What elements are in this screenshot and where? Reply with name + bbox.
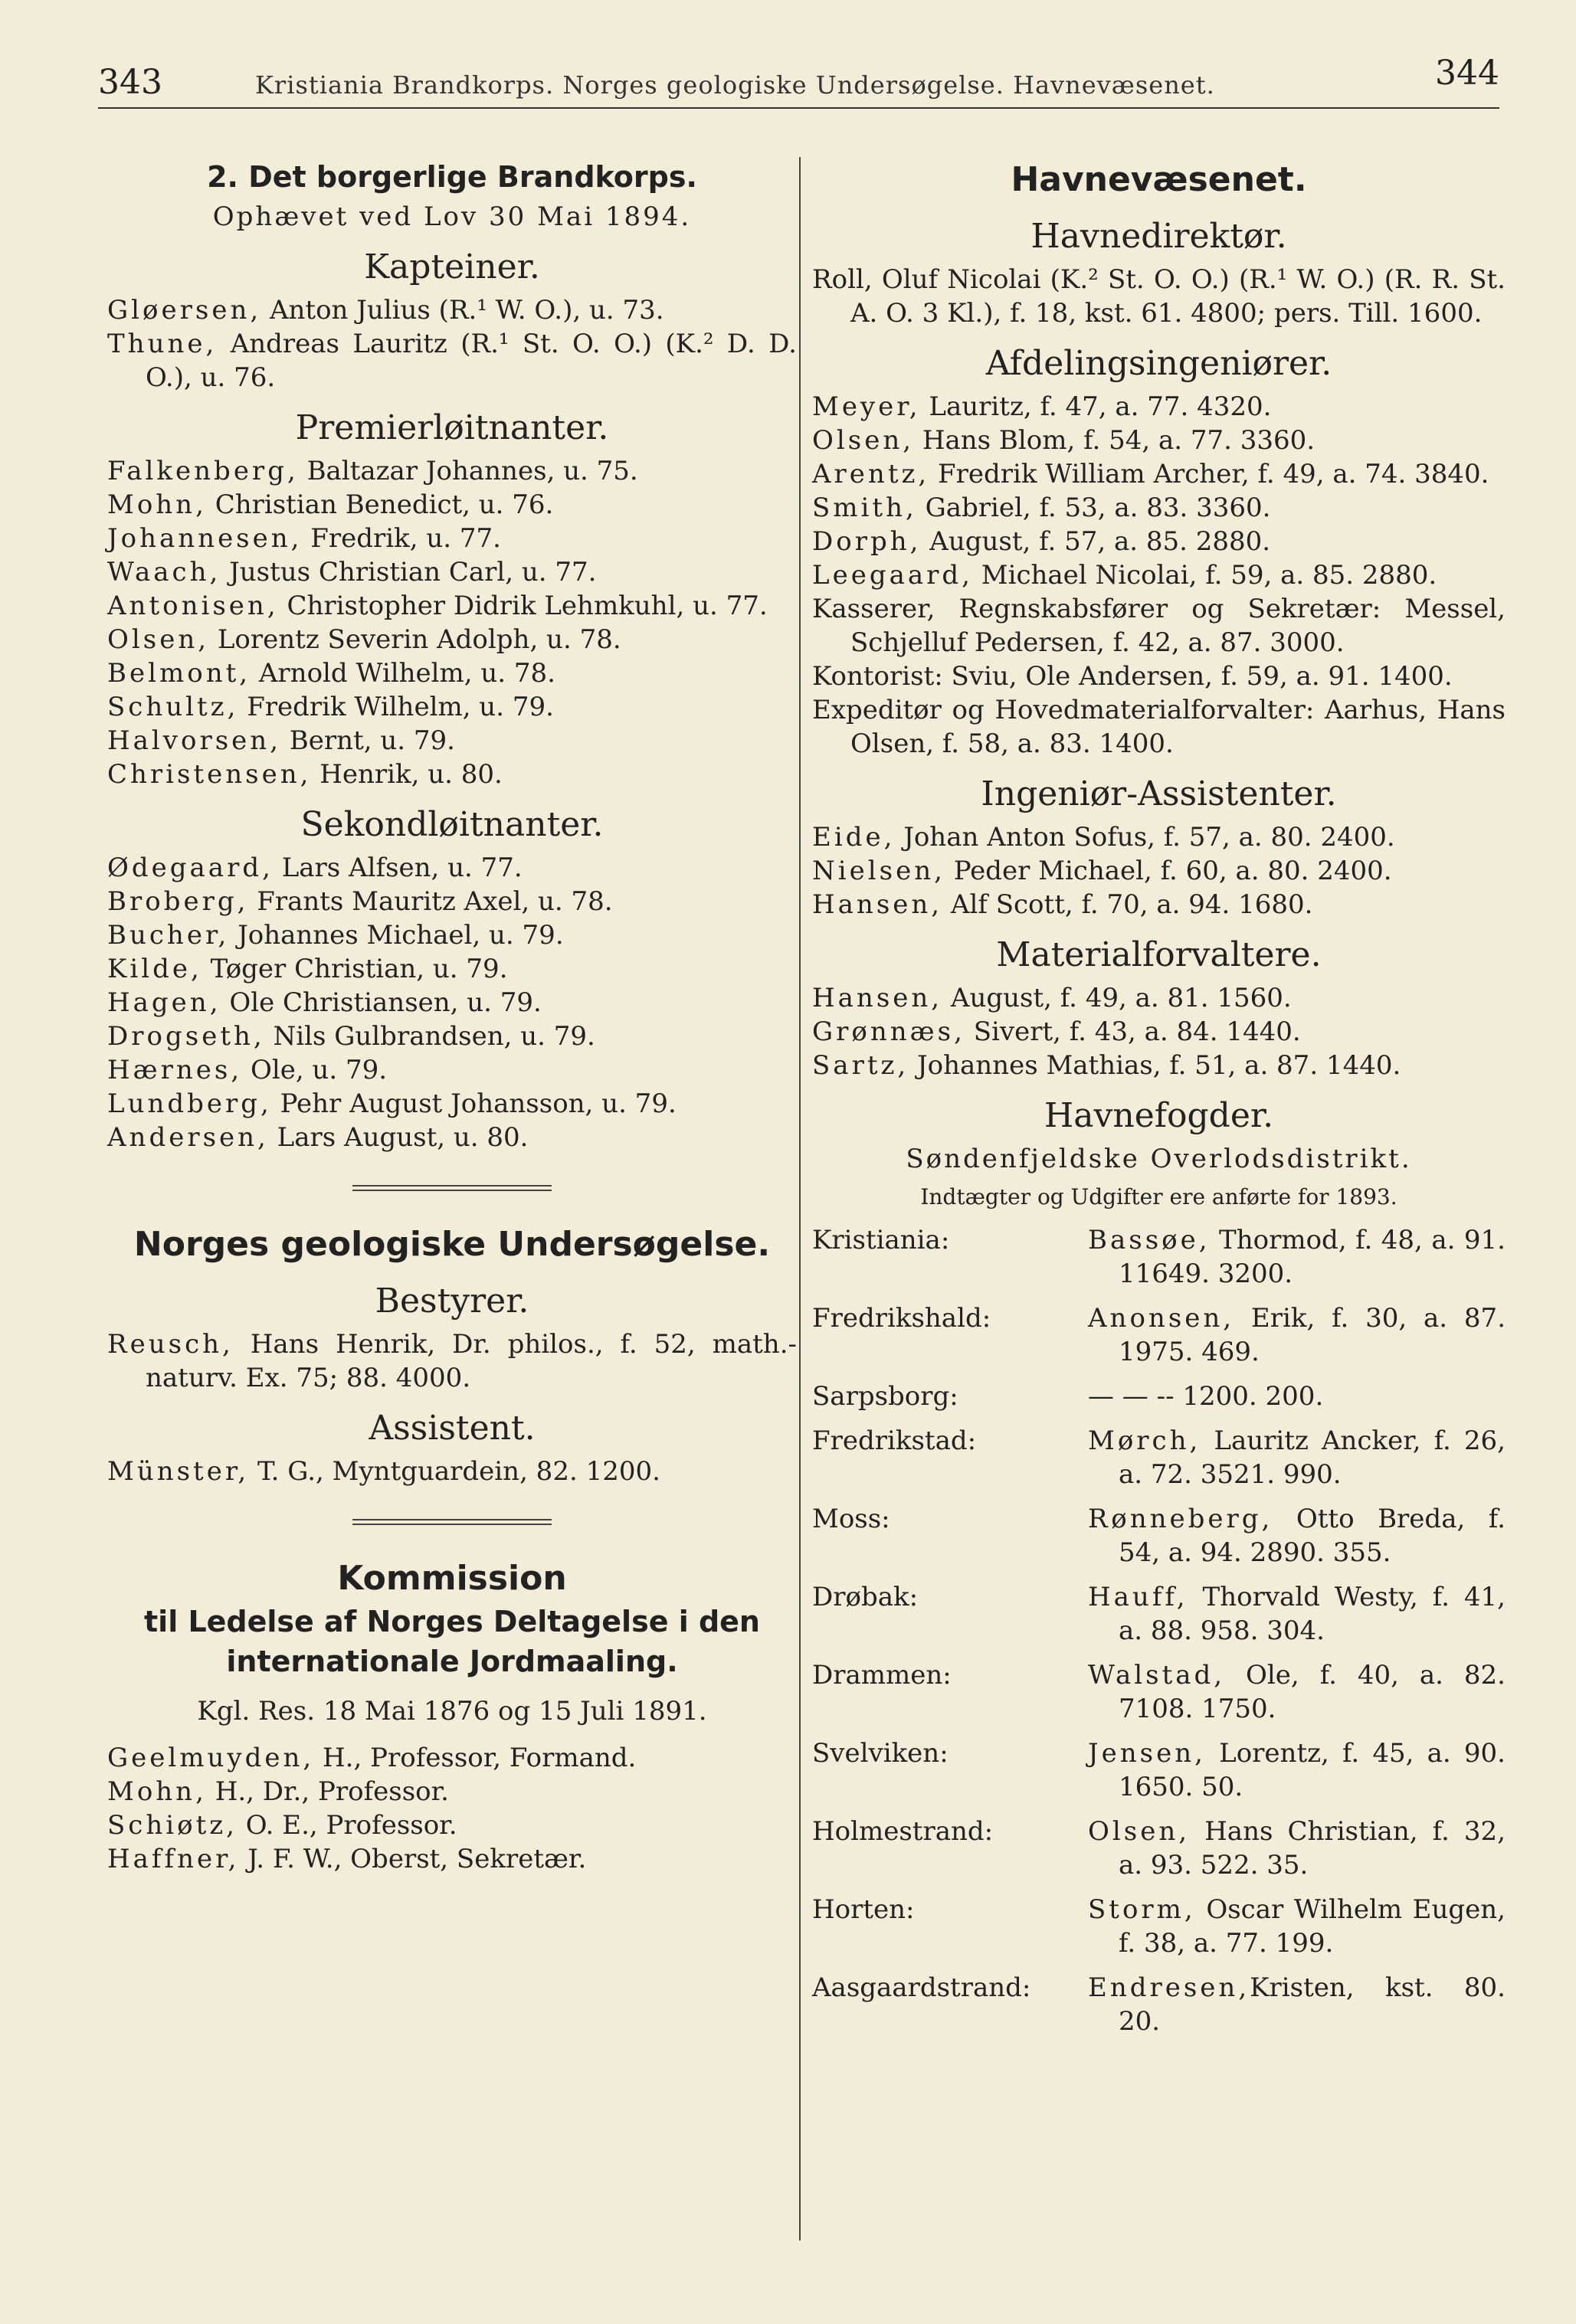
list-entry	[107, 690, 797, 724]
person-surname: Olsen,	[812, 425, 915, 456]
list-entry	[812, 491, 1506, 525]
kommission-subtitle: til Ledelse af Norges Deltagelse i den internationale Jordmaaling.	[144, 1605, 760, 1678]
list-entry	[107, 851, 797, 885]
list-entry	[812, 390, 1506, 424]
row-gap	[812, 1413, 1506, 1424]
person-surname: Sartz,	[812, 1050, 909, 1081]
entry-details: Johannes Mathias, f. 51, a. 87. 1440.	[909, 1050, 1401, 1081]
person-surname: Christensen,	[107, 759, 312, 790]
entry-details: Michael Nicolai, f. 59, a. 85. 2880.	[972, 560, 1437, 591]
row-gap	[812, 1882, 1506, 1893]
entry-details: Hans Blom, f. 54, a. 77. 3360.	[914, 425, 1316, 456]
harbor-place: Svelviken:	[812, 1738, 949, 1769]
entry-details: Peder Michael, f. 60, a. 80. 2400.	[945, 856, 1392, 886]
harbor-row	[812, 1971, 1506, 2038]
harbor-master	[1088, 1971, 1506, 2038]
district-name: Søndenfjeldske Overlodsdistrikt.	[906, 1144, 1412, 1174]
entry-details: Thorvald Westy, f. 41, a. 88. 958. 304.	[1119, 1582, 1506, 1646]
entry-details: Oscar Wilhelm Eugen, f. 38, a. 77. 199.	[1119, 1894, 1506, 1959]
row-gap	[812, 1648, 1506, 1658]
harbor-master	[1088, 1580, 1506, 1648]
harbor-row	[812, 1424, 1506, 1491]
row-gap	[812, 1291, 1506, 1301]
person-surname: Falkenberg,	[107, 456, 299, 486]
person-surname: Eide,	[812, 822, 896, 853]
left-page-number: 343	[98, 63, 162, 102]
entry-details: Fredrik William Archer, f. 49, a. 74. 3840.	[929, 459, 1489, 489]
harbor-place: Drøbak:	[812, 1582, 919, 1612]
harbor-master	[1088, 1223, 1506, 1291]
entry-details: Lars August, u. 80.	[268, 1122, 529, 1153]
entry-details: Bernt, u. 79.	[281, 725, 455, 756]
entry-details: Christopher Didrik Lehmkuhl, u. 77.	[278, 591, 768, 621]
harbor-place: Aasgaardstrand:	[812, 1972, 1031, 2003]
person-surname: Rønneberg,	[1088, 1504, 1273, 1534]
person-surname: Bucher,	[107, 920, 230, 951]
entry-details: Christian Benedict, u. 76.	[206, 489, 554, 520]
list-entry	[107, 589, 797, 623]
list-entry	[107, 1842, 797, 1876]
harbor-master	[1088, 1893, 1506, 1960]
person-surname: Dorph,	[812, 526, 922, 557]
list-entry	[107, 952, 797, 986]
kommission-resolution: Kgl. Res. 18 Mai 1876 og 15 Juli 1891.	[197, 1696, 707, 1727]
right-column	[812, 157, 1506, 2049]
kommission-section	[107, 1556, 797, 1876]
entry-details: Ole, f. 40, a. 82. 7108. 1750.	[1119, 1660, 1506, 1724]
harbor-master	[1088, 1502, 1506, 1570]
list-entry	[107, 293, 797, 327]
list-entry	[812, 592, 1506, 660]
entry-details: Fredrik Wilhelm, u. 79.	[238, 692, 554, 722]
brandkorps-section	[107, 157, 797, 1154]
entry-details: Roll, Oluf Nicolai (K.² St. O. O.) (R.¹ W. O.) (R. R. St. A. O. 3 Kl.), f. 18, kst. 61. 4800; pers. Till. 1600.	[812, 264, 1506, 329]
person-surname: Antonisen,	[107, 591, 279, 621]
person-surname: Nielsen,	[812, 856, 945, 886]
category-heading: Sekondløitnanter.	[300, 805, 604, 844]
entry-details: T. G., Myntguardein, 82. 1200.	[249, 1456, 660, 1487]
person-surname: Smith,	[812, 493, 917, 523]
person-surname: Waach,	[107, 557, 221, 588]
row-gap	[812, 1369, 1506, 1380]
kommission-title: Kommission	[337, 1559, 567, 1598]
person-surname: Mohn,	[107, 489, 207, 520]
list-entry	[107, 656, 797, 690]
person-surname: Meyer,	[812, 391, 921, 422]
list-entry	[812, 1049, 1506, 1082]
list-entry	[107, 1455, 797, 1488]
entry-details: Gabriel, f. 53, a. 83. 3360.	[916, 493, 1271, 523]
list-entry	[107, 986, 797, 1020]
entry-details: Expeditør og Hovedmaterialforvalter: Aarhus, Hans Olsen, f. 58, a. 83. 1400.	[812, 695, 1506, 759]
entry-details: Arnold Wilhelm, u. 78.	[251, 658, 555, 689]
list-entry	[107, 758, 797, 791]
entry-details: Lauritz, f. 47, a. 77. 4320.	[920, 391, 1272, 422]
kommission-members	[107, 1741, 797, 1876]
right-page-number: 344	[1435, 54, 1499, 93]
list-entry	[812, 981, 1506, 1015]
list-entry	[107, 454, 797, 488]
person-surname: Lundberg,	[107, 1088, 272, 1119]
person-surname: Kilde,	[107, 954, 202, 984]
person-surname: Olsen,	[1088, 1816, 1191, 1847]
list-entry	[812, 854, 1506, 888]
entry-details: Justus Christian Carl, u. 77.	[221, 557, 597, 588]
havnefogder-section	[812, 1093, 1506, 2049]
category-heading: Ingeniør-Assistenter.	[981, 774, 1337, 813]
entry-details: Sivert, f. 43, a. 84. 1440.	[965, 1016, 1301, 1047]
list-entry	[812, 424, 1506, 457]
entry-details: — — -- 1200. 200.	[1088, 1381, 1324, 1412]
list-entry	[107, 885, 797, 918]
list-entry	[812, 693, 1506, 761]
person-surname: Grønnæs,	[812, 1016, 965, 1047]
harbor-row	[812, 1301, 1506, 1369]
entry-details: Lauritz Ancker, f. 26, a. 72. 3521. 990.	[1119, 1425, 1506, 1490]
list-entry	[107, 555, 797, 589]
entry-details: O. E., Professor.	[237, 1810, 457, 1841]
entry-details: Anton Julius (R.¹ W. O.), u. 73.	[261, 295, 664, 326]
havnefogder-heading: Havnefogder.	[1044, 1096, 1274, 1135]
person-surname: Thune,	[107, 329, 218, 359]
person-surname: Andersen,	[107, 1122, 269, 1153]
entry-details: Kasserer, Regnskabsfører og Sekretær: Messel, Schjelluf Pedersen, f. 42, a. 87. 3000.	[812, 594, 1506, 658]
entry-details: Kontorist: Sviu, Ole Andersen, f. 59, a. 91. 1400.	[812, 661, 1453, 692]
person-surname: Mørch,	[1088, 1425, 1201, 1456]
entry-details: Lars Alfsen, u. 77.	[273, 853, 523, 883]
harbor-row	[812, 1580, 1506, 1648]
harbor-place: Sarpsborg:	[812, 1381, 958, 1412]
list-entry	[107, 327, 797, 394]
list-entry	[812, 525, 1506, 558]
harbor-place: Kristiania:	[812, 1225, 950, 1255]
harbor-master	[1088, 1380, 1506, 1413]
harbor-place: Horten:	[812, 1894, 915, 1925]
person-surname: Hansen,	[812, 983, 943, 1013]
entry-details: Lorentz, f. 45, a. 90. 1650. 50.	[1119, 1738, 1506, 1802]
entry-details: Thormod, f. 48, a. 91. 11649. 3200.	[1119, 1225, 1506, 1289]
entry-details: H., Professor, Formand.	[314, 1743, 637, 1773]
person-surname: Hauff,	[1088, 1582, 1188, 1612]
category-heading: Materialforvaltere.	[996, 935, 1322, 974]
entry-details: Hans Henrik, Dr. philos., f. 52, math.-naturv. Ex. 75; 88. 4000.	[146, 1329, 797, 1393]
havnevaesenet-lists	[812, 214, 1506, 1082]
entry-details: J. F. W., Oberst, Sekretær.	[239, 1844, 587, 1874]
category-heading: Afdelingsingeniører.	[985, 344, 1332, 383]
left-column	[107, 157, 797, 1876]
harbor-master	[1088, 1736, 1506, 1804]
person-surname: Haffner,	[107, 1844, 240, 1874]
harbor-place: Drammen:	[812, 1660, 952, 1691]
entry-details: August, f. 57, a. 85. 2880.	[921, 526, 1271, 557]
harbor-row	[812, 1502, 1506, 1570]
person-surname: Mohn,	[107, 1776, 207, 1807]
person-surname: Reusch,	[107, 1329, 234, 1360]
person-surname: Leegaard,	[812, 560, 973, 591]
section-rule	[352, 1185, 552, 1191]
section-rule	[352, 1519, 552, 1525]
harbor-masters-list	[812, 1223, 1506, 2049]
person-surname: Arentz,	[812, 459, 930, 489]
person-surname: Hansen,	[812, 889, 943, 920]
brandkorps-subtitle: Ophævet ved Lov 30 Mai 1894.	[212, 201, 692, 232]
category-heading: Havnedirektør.	[1030, 217, 1287, 256]
list-entry	[812, 820, 1506, 854]
accounts-note: Indtægter og Udgifter ere anførte for 1893.	[920, 1184, 1397, 1209]
entry-details: Kristen, kst. 80. 20.	[1119, 1972, 1506, 2037]
person-surname: Belmont,	[107, 658, 251, 689]
harbor-master	[1088, 1658, 1506, 1726]
list-entry	[812, 888, 1506, 921]
entry-details: Fredrik, u. 77.	[302, 523, 501, 554]
person-surname: Walstad,	[1088, 1660, 1226, 1691]
entry-details: Nils Gulbrandsen, u. 79.	[264, 1021, 595, 1052]
brandkorps-lists	[107, 244, 797, 1154]
list-entry	[812, 1015, 1506, 1049]
category-heading: Kapteiner.	[364, 247, 540, 286]
entry-details: Hans Christian, f. 32, a. 93. 522. 35.	[1119, 1816, 1506, 1880]
list-entry	[107, 918, 797, 952]
entry-details: Otto Breda, f. 54, a. 94. 2890. 355.	[1119, 1504, 1506, 1568]
list-entry	[107, 724, 797, 758]
entry-details: Johan Anton Sofus, f. 57, a. 80. 2400.	[895, 822, 1395, 853]
person-surname: Olsen,	[107, 624, 210, 655]
list-entry	[107, 1020, 797, 1053]
list-entry	[107, 1053, 797, 1087]
entry-details: Lorentz Severin Adolph, u. 78.	[209, 624, 621, 655]
person-surname: Schultz,	[107, 692, 239, 722]
entry-details: Henrik, u. 80.	[311, 759, 503, 790]
row-gap	[812, 1804, 1506, 1815]
entry-details: Johannes Michael, u. 79.	[229, 920, 564, 951]
person-surname: Gløersen,	[107, 295, 262, 326]
geologisk-title: Norges geologiske Undersøgelse.	[133, 1225, 771, 1264]
entry-details: H., Dr., Professor.	[206, 1776, 449, 1807]
brandkorps-title: 2. Det borgerlige Brandkorps.	[207, 160, 697, 194]
person-surname: Hærnes,	[107, 1055, 243, 1085]
harbor-place: Moss:	[812, 1504, 890, 1534]
list-entry	[107, 488, 797, 522]
person-surname: Endresen,	[1088, 1972, 1250, 2003]
harbor-master	[1088, 1301, 1506, 1369]
row-gap	[812, 1570, 1506, 1580]
list-entry	[107, 1327, 797, 1395]
entry-details: Baltazar Johannes, u. 75.	[298, 456, 638, 486]
row-gap	[812, 2038, 1506, 2049]
row-gap	[812, 1491, 1506, 1502]
entry-details: Ole, u. 79.	[242, 1055, 388, 1085]
person-surname: Bassøe,	[1088, 1225, 1211, 1255]
person-surname: Broberg,	[107, 886, 249, 917]
person-surname: Jensen,	[1088, 1738, 1206, 1769]
person-surname: Ødegaard,	[107, 853, 274, 883]
harbor-row	[812, 1736, 1506, 1804]
harbor-master	[1088, 1815, 1506, 1882]
entry-details: Alf Scott, f. 70, a. 94. 1680.	[942, 889, 1313, 920]
person-surname: Johannesen,	[107, 523, 303, 554]
category-heading: Bestyrer.	[375, 1281, 529, 1321]
person-surname: Hagen,	[107, 987, 221, 1018]
list-entry	[107, 1741, 797, 1775]
entry-details: August, f. 49, a. 81. 1560.	[942, 983, 1292, 1013]
list-entry	[812, 558, 1506, 592]
harbor-row	[812, 1658, 1506, 1726]
list-entry	[812, 660, 1506, 693]
list-entry	[107, 1087, 797, 1121]
person-surname: Anonsen,	[1088, 1303, 1235, 1334]
harbor-master	[1088, 1424, 1506, 1491]
entry-details: Frants Mauritz Axel, u. 78.	[248, 886, 613, 917]
person-surname: Halvorsen,	[107, 725, 281, 756]
entry-details: Tøger Christian, u. 79.	[202, 954, 508, 984]
row-gap	[812, 1726, 1506, 1736]
list-entry	[107, 1808, 797, 1842]
harbor-place: Fredrikshald:	[812, 1303, 991, 1334]
running-header	[98, 54, 1499, 109]
harbor-row	[812, 1380, 1506, 1413]
list-entry	[107, 1121, 797, 1154]
entry-details: Andreas Lauritz (R.¹ St. O. O.) (K.² D. D. O.), u. 76.	[146, 329, 797, 393]
list-entry	[107, 522, 797, 555]
harbor-place: Holmestrand:	[812, 1816, 994, 1847]
person-surname: Geelmuyden,	[107, 1743, 315, 1773]
entry-details: Erik, f. 30, a. 87. 1975. 469.	[1119, 1303, 1506, 1367]
harbor-row	[812, 1815, 1506, 1882]
person-surname: Schiøtz,	[107, 1810, 238, 1841]
harbor-row	[812, 1893, 1506, 1960]
entry-details: Pehr August Johansson, u. 79.	[271, 1088, 677, 1119]
list-entry	[107, 623, 797, 656]
harbor-row	[812, 1223, 1506, 1291]
list-entry	[812, 263, 1506, 330]
harbor-place: Fredrikstad:	[812, 1425, 977, 1456]
column-divider	[799, 157, 801, 2241]
list-entry	[812, 457, 1506, 491]
geologisk-lists	[107, 1278, 797, 1488]
list-entry	[107, 1775, 797, 1808]
entry-details: Ole Christiansen, u. 79.	[221, 987, 542, 1018]
row-gap	[812, 1960, 1506, 1971]
person-surname: Storm,	[1088, 1894, 1196, 1925]
person-surname: Drogseth,	[107, 1021, 265, 1052]
category-heading: Assistent.	[369, 1409, 536, 1448]
running-title: Kristiania Brandkorps. Norges geologiske Undersøgelse. Havnevæsenet.	[255, 70, 1215, 100]
person-surname: Münster,	[107, 1456, 250, 1487]
geologisk-section	[107, 1222, 797, 1488]
category-heading: Premierløitnanter.	[295, 408, 609, 447]
havnevaesenet-title: Havnevæsenet.	[1011, 160, 1307, 199]
